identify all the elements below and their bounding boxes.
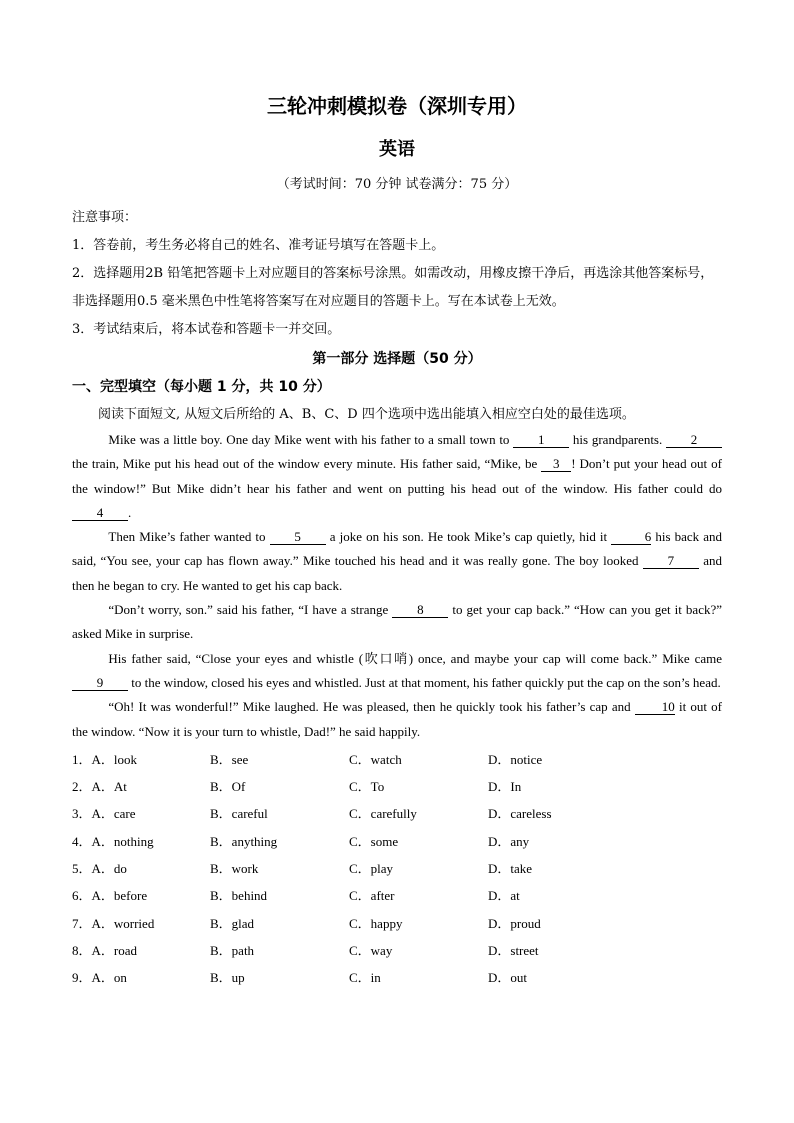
option-c: C．way	[349, 942, 393, 958]
option-b: B．see	[210, 751, 249, 767]
option-d: D．take	[488, 861, 533, 877]
passage-paragraph-1	[72, 428, 722, 525]
option-c: C．To	[349, 779, 385, 795]
question-8-options	[72, 937, 722, 964]
blank-2: 2	[666, 432, 722, 448]
option-d: D．any	[488, 833, 530, 849]
passage-text: “Oh! It was wonderful!” Mike laughed. He was pleased, then he quickly took his father’s cap and	[108, 699, 635, 715]
blank-7: 7	[643, 553, 699, 569]
note-item-3: 3．考试结束后，将本试卷和答题卡一并交回。	[72, 322, 341, 337]
part1-heading: 第一部分 选择题（50 分）	[312, 351, 482, 367]
passage-paragraph-3	[72, 598, 722, 647]
exam-page	[72, 90, 722, 992]
question-1-options	[72, 746, 722, 773]
option-d: D．proud	[488, 915, 541, 931]
question-7-options	[72, 910, 722, 937]
option-b: B．Of	[210, 779, 246, 795]
option-a: 2．A．At	[72, 779, 127, 795]
passage-paragraph-2	[72, 525, 722, 598]
option-c: C．play	[349, 861, 394, 877]
option-a: 1．A．look	[72, 751, 138, 767]
section1-heading: 一、完型填空（每小题 1 分，共 10 分）	[72, 379, 331, 395]
option-b: B．careful	[210, 806, 268, 822]
question-6-options	[72, 882, 722, 909]
passage-text: Mike was a little boy. One day Mike went with his father to a small town to	[108, 432, 514, 447]
passage-text: .	[128, 504, 132, 520]
passage-text: Then Mike’s father wanted to	[108, 529, 270, 545]
passage-text: it out of the window. “Now it is your turn to whistle, Dad!” he said happily.	[72, 699, 723, 739]
passage-text: and then he began to cry. He wanted to get his cap back.	[72, 553, 722, 593]
question-9-options	[72, 964, 722, 991]
question-2-options	[72, 773, 722, 800]
passage-text: his grandparents.	[569, 432, 666, 447]
option-a: 9．A．on	[72, 970, 127, 986]
option-c: C．happy	[349, 915, 403, 931]
passage-text: a joke on his son. He took Mike’s cap quietly, hid it	[325, 529, 612, 545]
subject-heading: 英语	[379, 139, 415, 160]
option-a: 7．A．worried	[72, 915, 155, 931]
option-b: B．anything	[210, 833, 278, 849]
exam-info: （考试时间：70 分钟 试卷满分：75 分）	[276, 177, 518, 192]
passage-text: the train, Mike put his head out of the window every minute. His father said, “Mike, be	[72, 456, 542, 472]
blank-1: 1	[513, 432, 569, 448]
blank-4: 4	[72, 505, 128, 521]
option-d: D．careless	[488, 806, 552, 822]
option-c: C．watch	[349, 751, 402, 767]
option-a: 3．A．care	[72, 806, 136, 822]
option-b: B．glad	[210, 915, 255, 931]
page-title: 三轮冲刺模拟卷（深圳专用）	[267, 94, 527, 118]
option-c: C．some	[349, 833, 399, 849]
notes-heading: 注意事项：	[72, 210, 138, 225]
passage-text: ! Don’t put your head out of the window!” But Mike didn’t hear his father and went on putting his head out of the window. His father could do	[72, 456, 722, 496]
option-a: 5．A．do	[72, 861, 127, 877]
cloze-passage	[72, 428, 722, 744]
blank-5: 5	[270, 529, 326, 545]
passage-text: his back and said, “You see, your cap has flown away.” Mike touched his head and it was really gone. The boy looked	[72, 529, 722, 569]
notes-section	[72, 204, 722, 344]
passage-paragraph-5	[72, 695, 722, 744]
option-c: C．after	[349, 888, 395, 904]
passage-paragraph-4	[72, 647, 722, 696]
option-a: 8．A．road	[72, 942, 137, 958]
instruction-text: 阅读下面短文, 从短文后所给的 A、B、C、D 四个选项中选出能填入相应空白处的最佳选项。	[98, 407, 635, 422]
blank-9: 9	[72, 675, 128, 691]
option-b: B．behind	[210, 888, 268, 904]
option-d: D．notice	[488, 751, 543, 767]
option-d: D．at	[488, 888, 520, 904]
option-b: B．work	[210, 861, 259, 877]
option-b: B．up	[210, 970, 245, 986]
options-list	[72, 746, 722, 992]
question-4-options	[72, 828, 722, 855]
blank-10: 10	[635, 699, 675, 715]
blank-3: 3	[541, 456, 571, 472]
passage-text: “Don’t worry, son.” said his father, “I have a strange	[108, 602, 393, 618]
option-a: 4．A．nothing	[72, 833, 154, 849]
option-d: D．In	[488, 779, 522, 795]
passage-text: to the window, closed his eyes and whistled. Just at that moment, his father quickly put the cap on the son’s head.	[128, 674, 721, 690]
note-item-1: 1．答卷前，考生务必将自己的姓名、准考证号填写在答题卡上。	[72, 238, 445, 253]
question-3-options	[72, 800, 722, 827]
option-c: C．in	[349, 970, 381, 986]
blank-8: 8	[392, 602, 448, 618]
note-item-2: 2．选择题用2B 铅笔把答题卡上对应题目的答案标号涂黑。如需改动，用橡皮擦干净后，再选涂其他答案标号，非选择题用0.5 毫米黑色中性笔将答案写在对应题目的答题卡上。写在本试卷上无效。	[72, 266, 714, 309]
option-a: 6．A．before	[72, 888, 148, 904]
option-b: B．path	[210, 942, 255, 958]
passage-text: to get your cap back.” “How can you get it back?” asked Mike in surprise.	[72, 602, 722, 642]
passage-text: His father said, “Close your eyes and whistle (吹口哨) once, and maybe your cap will come back.” Mike came	[108, 650, 722, 666]
question-5-options	[72, 855, 722, 882]
blank-6: 6	[611, 529, 651, 545]
option-d: D．street	[488, 942, 539, 958]
option-d: D．out	[488, 970, 528, 986]
option-c: C．carefully	[349, 806, 417, 822]
